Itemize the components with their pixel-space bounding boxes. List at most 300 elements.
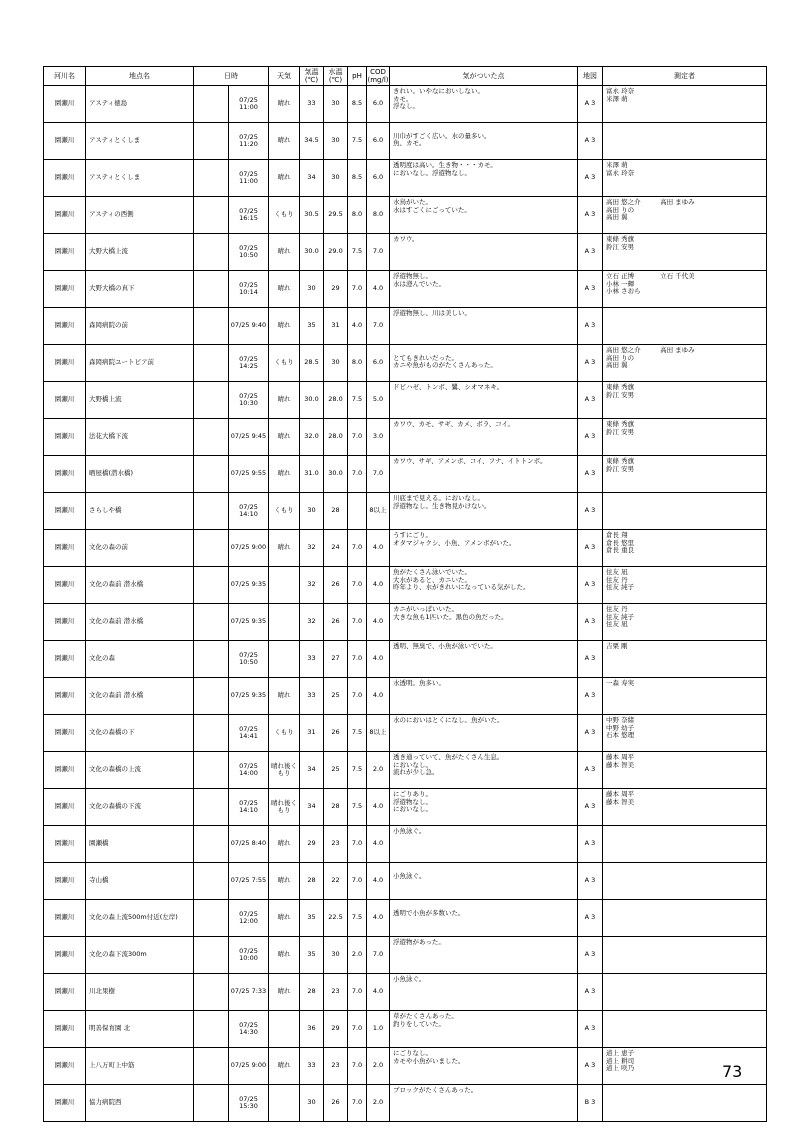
cell-ph: 7.0 — [348, 863, 367, 900]
cell-map: A 3 — [578, 752, 603, 789]
cell-datetime: 07/25 12:00 — [229, 900, 269, 937]
cell-weather — [269, 641, 300, 678]
cell-ph: 7.0 — [348, 604, 367, 641]
cell-location: 森岡病院の前 — [86, 308, 194, 345]
cell-weather: 晴れ後く もり — [269, 752, 300, 789]
cell-air-temp: 33 — [300, 678, 324, 715]
cell-notes: 透明、無臭で、小魚が泳いでいた。 — [390, 641, 578, 678]
cell-notes: ブロックがたくさんあった。 — [390, 1085, 578, 1122]
cell-datetime: 07/25 16:15 — [229, 197, 269, 234]
cell-datetime: 07/25 10:30 — [229, 382, 269, 419]
cell-river: 園瀬川 — [44, 271, 86, 308]
cell-notes: 川巾がすごく広い。水の量多い。 魚、カモ。 — [390, 123, 578, 160]
cell-river: 園瀬川 — [44, 197, 86, 234]
table-row — [44, 1085, 767, 1122]
cell-weather: くもり — [269, 197, 300, 234]
cell-weather: 晴れ — [269, 937, 300, 974]
cell-spacer — [194, 641, 229, 678]
cell-weather: 晴れ — [269, 160, 300, 197]
cell-datetime: 07/25 11:00 — [229, 160, 269, 197]
cell-cod: 8以上 — [367, 715, 390, 752]
cell-members: 米澤 萌 富永 玲奈 — [603, 160, 767, 197]
cell-members: 一森 寿実 — [603, 678, 767, 715]
cell-datetime: 07/25 9:35 — [229, 567, 269, 604]
cell-location: 寺山橋 — [86, 863, 194, 900]
cell-ph: 7.5 — [348, 752, 367, 789]
cell-river: 園瀬川 — [44, 900, 86, 937]
cell-air-temp: 34 — [300, 789, 324, 826]
cell-notes: きれい。いやなにおいしない。 カモ。 浮なし。 — [390, 86, 578, 123]
cell-river: 園瀬川 — [44, 493, 86, 530]
cell-members: 藤本 周平 藤本 智美 — [603, 789, 767, 826]
cell-notes: 水透明。魚多い。 — [390, 678, 578, 715]
cell-notes: 水鳥がいた。 水はすごくにごっていた。 — [390, 197, 578, 234]
cell-notes: 浮遊物無し、川は美しい。 — [390, 308, 578, 345]
cell-air-temp: 28 — [300, 863, 324, 900]
cell-spacer — [194, 308, 229, 345]
cell-air-temp: 33 — [300, 641, 324, 678]
cell-spacer — [194, 974, 229, 1011]
cell-spacer — [194, 493, 229, 530]
table-row — [44, 493, 767, 530]
cell-cod: 7.0 — [367, 308, 390, 345]
cell-air-temp: 29 — [300, 826, 324, 863]
cell-ph: 4.0 — [348, 308, 367, 345]
table-body — [44, 86, 767, 1122]
cell-river: 園瀬川 — [44, 234, 86, 271]
cell-members: 富永 玲奈 米澤 萌 — [603, 86, 767, 123]
table-row — [44, 86, 767, 123]
cell-ph: 7.0 — [348, 456, 367, 493]
cell-location: アスティとくしま — [86, 123, 194, 160]
table-row — [44, 604, 767, 641]
cell-air-temp: 34.5 — [300, 123, 324, 160]
cell-datetime: 07/25 14:10 — [229, 789, 269, 826]
cell-cod: 4.0 — [367, 863, 390, 900]
header-location: 地点名 — [86, 67, 194, 86]
cell-datetime: 07/25 10:00 — [229, 937, 269, 974]
cell-location: 文化の森前 潜水橋 — [86, 567, 194, 604]
cell-water-temp: 30 — [324, 160, 348, 197]
cell-river: 園瀬川 — [44, 826, 86, 863]
cell-water-temp: 28.0 — [324, 419, 348, 456]
header-notes: 気がついた点 — [390, 67, 578, 86]
cell-ph: 8.5 — [348, 160, 367, 197]
cell-location: 晒屋橋(潜水橋) — [86, 456, 194, 493]
cell-members — [603, 493, 767, 530]
cell-water-temp: 26 — [324, 604, 348, 641]
cell-ph: 7.0 — [348, 641, 367, 678]
cell-spacer — [194, 900, 229, 937]
cell-water-temp: 23 — [324, 974, 348, 1011]
cell-air-temp: 35 — [300, 308, 324, 345]
cell-datetime: 07/25 14:10 — [229, 493, 269, 530]
cell-spacer — [194, 1011, 229, 1048]
cell-weather: 晴れ — [269, 900, 300, 937]
page-number: 73 — [722, 1062, 743, 1081]
cell-datetime: 07/25 10:50 — [229, 234, 269, 271]
cell-air-temp: 30.0 — [300, 234, 324, 271]
cell-air-temp: 32 — [300, 530, 324, 567]
cell-members — [603, 974, 767, 1011]
cell-ph: 7.0 — [348, 974, 367, 1011]
cell-notes: にごりあり。 浮遊物なし。 においなし。 — [390, 789, 578, 826]
cell-spacer — [194, 752, 229, 789]
table-row — [44, 863, 767, 900]
cell-datetime: 07/25 11:20 — [229, 123, 269, 160]
cell-weather: 晴れ後く もり — [269, 789, 300, 826]
cell-members: 東條 秀旗 鈴江 安男 — [603, 419, 767, 456]
cell-weather — [269, 1085, 300, 1122]
cell-cod: 4.0 — [367, 567, 390, 604]
cell-datetime: 07/25 14:25 — [229, 345, 269, 382]
cell-cod: 8以上 — [367, 493, 390, 530]
cell-spacer — [194, 345, 229, 382]
cell-ph: 7.5 — [348, 789, 367, 826]
cell-air-temp: 30.5 — [300, 197, 324, 234]
cell-members: 立石 正博 立石 千代美 小林 一輝 小林 さおら — [603, 271, 767, 308]
cell-ph: 7.0 — [348, 1011, 367, 1048]
cell-river: 園瀬川 — [44, 937, 86, 974]
cell-weather: 晴れ — [269, 863, 300, 900]
cell-map: A 3 — [578, 419, 603, 456]
cell-air-temp: 33 — [300, 86, 324, 123]
cell-notes: 透き通っていて、魚がたくさん生息。 においなし。 流れが少し急。 — [390, 752, 578, 789]
table-row — [44, 1011, 767, 1048]
cell-cod: 6.0 — [367, 345, 390, 382]
cell-river: 園瀬川 — [44, 308, 86, 345]
cell-ph: 7.5 — [348, 715, 367, 752]
cell-cod: 7.0 — [367, 234, 390, 271]
cell-air-temp: 30 — [300, 493, 324, 530]
cell-river: 園瀬川 — [44, 715, 86, 752]
cell-water-temp: 25 — [324, 752, 348, 789]
cell-members: 住友 丹 住友 純子 住友 凪 — [603, 604, 767, 641]
table-row — [44, 123, 767, 160]
cell-water-temp: 26 — [324, 1085, 348, 1122]
cell-members — [603, 123, 767, 160]
table-row — [44, 197, 767, 234]
header-ph: pH — [348, 67, 367, 86]
table-row — [44, 789, 767, 826]
cell-river: 園瀬川 — [44, 530, 86, 567]
cell-air-temp: 28.5 — [300, 345, 324, 382]
cell-river: 園瀬川 — [44, 160, 86, 197]
table-row — [44, 900, 767, 937]
cell-spacer — [194, 863, 229, 900]
cell-river: 園瀬川 — [44, 123, 86, 160]
cell-location: 明善保育園 北 — [86, 1011, 194, 1048]
cell-air-temp: 36 — [300, 1011, 324, 1048]
cell-datetime: 07/25 14:41 — [229, 715, 269, 752]
cell-water-temp: 23 — [324, 1048, 348, 1085]
cell-notes: 川底まで見える。においなし。 浮遊物なし。生き物見かけない。 — [390, 493, 578, 530]
cell-air-temp: 28 — [300, 974, 324, 1011]
cell-cod: 1.0 — [367, 1011, 390, 1048]
cell-spacer — [194, 271, 229, 308]
cell-weather: くもり — [269, 345, 300, 382]
cell-location: 大野大橋上流 — [86, 234, 194, 271]
cell-notes: 透明で小魚が多数いた。 — [390, 900, 578, 937]
cell-ph: 8.0 — [348, 345, 367, 382]
cell-spacer — [194, 234, 229, 271]
cell-members — [603, 826, 767, 863]
header-members: 測定者 — [603, 67, 767, 86]
cell-ph: 7.0 — [348, 530, 367, 567]
cell-air-temp: 31.0 — [300, 456, 324, 493]
cell-datetime: 07/25 15:30 — [229, 1085, 269, 1122]
cell-cod: 7.0 — [367, 456, 390, 493]
cell-weather: 晴れ — [269, 308, 300, 345]
cell-cod: 2.0 — [367, 1085, 390, 1122]
cell-map: A 3 — [578, 493, 603, 530]
cell-ph: 7.0 — [348, 826, 367, 863]
cell-air-temp: 31 — [300, 715, 324, 752]
cell-ph: 8.0 — [348, 197, 367, 234]
cell-map: A 3 — [578, 308, 603, 345]
cell-map: A 3 — [578, 715, 603, 752]
cell-datetime: 07/25 14:00 — [229, 752, 269, 789]
table-row — [44, 715, 767, 752]
cell-members — [603, 863, 767, 900]
cell-ph: 7.5 — [348, 900, 367, 937]
cell-members: 東條 秀旗 鈴江 安男 — [603, 456, 767, 493]
cell-cod: 2.0 — [367, 1048, 390, 1085]
cell-members: 中野 奈緒 中野 幼子 石本 悠理 — [603, 715, 767, 752]
cell-datetime: 07/25 11:00 — [229, 86, 269, 123]
cell-weather: 晴れ — [269, 456, 300, 493]
table-row — [44, 456, 767, 493]
cell-cod: 3.0 — [367, 419, 390, 456]
cell-notes: カワウ。 — [390, 234, 578, 271]
cell-weather: 晴れ — [269, 234, 300, 271]
cell-weather: 晴れ — [269, 1048, 300, 1085]
cell-notes: とてもきれいだった。 カニや魚がものがたくさんあった。 — [390, 345, 578, 382]
cell-members: 東條 秀旗 鈴江 安男 — [603, 234, 767, 271]
cell-water-temp: 27 — [324, 641, 348, 678]
cell-notes: ドビハゼ、トンボ、鷺、シオマネキ。 — [390, 382, 578, 419]
cell-ph: 8.5 — [348, 86, 367, 123]
cell-location: 園瀬橋 — [86, 826, 194, 863]
cell-location: 文化の森橋の下流 — [86, 789, 194, 826]
cell-spacer — [194, 567, 229, 604]
cell-river: 園瀬川 — [44, 1048, 86, 1085]
cell-map: A 3 — [578, 123, 603, 160]
cell-spacer — [194, 530, 229, 567]
cell-cod: 4.0 — [367, 530, 390, 567]
cell-notes: 小魚泳ぐ。 — [390, 974, 578, 1011]
cell-spacer — [194, 604, 229, 641]
cell-river: 園瀬川 — [44, 456, 86, 493]
table-row — [44, 752, 767, 789]
cell-members — [603, 900, 767, 937]
cell-cod: 7.0 — [367, 937, 390, 974]
cell-location: アスティの西側 — [86, 197, 194, 234]
cell-map: A 3 — [578, 382, 603, 419]
cell-notes: カワウ、カモ、サギ、カメ、ボラ、コイ。 — [390, 419, 578, 456]
cell-members: 高田 悠之介 高田 まゆみ 高田 りの 高田 翼 — [603, 197, 767, 234]
cell-members — [603, 308, 767, 345]
cell-location: 大野橋上流 — [86, 382, 194, 419]
cell-cod: 4.0 — [367, 826, 390, 863]
cell-water-temp: 30 — [324, 345, 348, 382]
cell-location: 文化の森橋の上流 — [86, 752, 194, 789]
cell-notes: 水のにおいはとくになし。魚がいた。 — [390, 715, 578, 752]
cell-weather: 晴れ — [269, 123, 300, 160]
cell-location: 上八万町上中筋 — [86, 1048, 194, 1085]
cell-river: 園瀬川 — [44, 604, 86, 641]
cell-spacer — [194, 1048, 229, 1085]
cell-weather — [269, 604, 300, 641]
cell-water-temp: 25 — [324, 678, 348, 715]
cell-members — [603, 1011, 767, 1048]
cell-members — [603, 937, 767, 974]
cell-datetime: 07/25 9:35 — [229, 604, 269, 641]
survey-table — [43, 66, 767, 1122]
cell-cod: 2.0 — [367, 752, 390, 789]
cell-weather: 晴れ — [269, 974, 300, 1011]
cell-ph: 7.5 — [348, 234, 367, 271]
cell-river: 園瀬川 — [44, 345, 86, 382]
cell-air-temp: 34 — [300, 160, 324, 197]
cell-location: 森岡病院ユートピア前 — [86, 345, 194, 382]
cell-map: A 3 — [578, 160, 603, 197]
cell-air-temp: 34 — [300, 752, 324, 789]
cell-datetime: 07/25 9:40 — [229, 308, 269, 345]
table-row — [44, 160, 767, 197]
cell-location: 文化の森 — [86, 641, 194, 678]
table-row — [44, 234, 767, 271]
cell-spacer — [194, 123, 229, 160]
cell-river: 園瀬川 — [44, 641, 86, 678]
cell-notes: にごりなし。 カモや小魚がいました。 — [390, 1048, 578, 1085]
cell-notes: カワウ、サギ、アメンボ、コイ、フナ、イトトンボ。 — [390, 456, 578, 493]
cell-datetime: 07/25 9:45 — [229, 419, 269, 456]
cell-water-temp: 26 — [324, 567, 348, 604]
cell-datetime: 07/25 9:55 — [229, 456, 269, 493]
cell-location: 文化の森前 潜水橋 — [86, 678, 194, 715]
cell-members — [603, 1085, 767, 1122]
cell-location: 文化の森上流500m付近(左岸) — [86, 900, 194, 937]
cell-air-temp: 32 — [300, 567, 324, 604]
cell-map: B 3 — [578, 1085, 603, 1122]
cell-datetime: 07/25 10:50 — [229, 641, 269, 678]
cell-map: A 3 — [578, 863, 603, 900]
cell-weather — [269, 567, 300, 604]
cell-datetime: 07/25 7:55 — [229, 863, 269, 900]
cell-air-temp: 33 — [300, 1048, 324, 1085]
cell-cod: 6.0 — [367, 123, 390, 160]
table-row — [44, 345, 767, 382]
cell-map: A 3 — [578, 456, 603, 493]
cell-spacer — [194, 715, 229, 752]
cell-map: A 3 — [578, 604, 603, 641]
cell-ph: 2.0 — [348, 937, 367, 974]
cell-notes: 浮遊物があった。 — [390, 937, 578, 974]
table-row — [44, 974, 767, 1011]
cell-weather: 晴れ — [269, 678, 300, 715]
cell-members: 住友 凪 住友 丹 住友 純子 — [603, 567, 767, 604]
cell-river: 園瀬川 — [44, 678, 86, 715]
cell-spacer — [194, 86, 229, 123]
cell-weather: 晴れ — [269, 271, 300, 308]
cell-location: 川北果樹 — [86, 974, 194, 1011]
header-datetime: 日時 — [194, 67, 269, 86]
cell-river: 園瀬川 — [44, 1085, 86, 1122]
cell-location: 法花大橋下流 — [86, 419, 194, 456]
cell-water-temp: 31 — [324, 308, 348, 345]
cell-spacer — [194, 382, 229, 419]
table-row — [44, 826, 767, 863]
cell-cod: 5.0 — [367, 382, 390, 419]
cell-air-temp: 35 — [300, 937, 324, 974]
cell-ph: 7.0 — [348, 678, 367, 715]
cell-location: 文化の森前 潜水橋 — [86, 604, 194, 641]
cell-cod: 4.0 — [367, 604, 390, 641]
cell-location: 文化の森橋の下 — [86, 715, 194, 752]
cell-water-temp: 26 — [324, 715, 348, 752]
cell-notes: 草がたくさんあった。 釣りをしていた。 — [390, 1011, 578, 1048]
cell-river: 園瀬川 — [44, 382, 86, 419]
cell-spacer — [194, 197, 229, 234]
cell-air-temp: 30.0 — [300, 382, 324, 419]
cell-cod: 4.0 — [367, 974, 390, 1011]
table-row — [44, 271, 767, 308]
cell-notes: カニがいっぱいいた。 大きな魚も1匹いた。黒色の魚だった。 — [390, 604, 578, 641]
cell-members: 高田 悠之介 高田 まゆみ 高田 りの 高田 翼 — [603, 345, 767, 382]
cell-ph: 7.0 — [348, 1048, 367, 1085]
cell-members: 道上 恵子 道上 耕司 道上 咲乃 — [603, 1048, 767, 1085]
cell-notes: 小魚泳ぐ。 — [390, 863, 578, 900]
cell-cod: 4.0 — [367, 271, 390, 308]
cell-weather: 晴れ — [269, 419, 300, 456]
cell-river: 園瀬川 — [44, 419, 86, 456]
header-water-temp: 水温 (℃) — [324, 67, 348, 86]
cell-air-temp: 30 — [300, 271, 324, 308]
cell-cod: 4.0 — [367, 678, 390, 715]
cell-map: A 3 — [578, 234, 603, 271]
table-row — [44, 641, 767, 678]
table-row — [44, 1048, 767, 1085]
cell-spacer — [194, 937, 229, 974]
cell-weather: くもり — [269, 493, 300, 530]
cell-notes: 透明度は高い。生き物・・・カモ。 においなし。浮遊物なし。 — [390, 160, 578, 197]
cell-location: 協力病院西 — [86, 1085, 194, 1122]
cell-map: A 3 — [578, 345, 603, 382]
cell-ph: 7.5 — [348, 123, 367, 160]
cell-datetime: 07/25 9:00 — [229, 1048, 269, 1085]
cell-weather: 晴れ — [269, 382, 300, 419]
table-row — [44, 530, 767, 567]
cell-notes: 小魚泳ぐ。 — [390, 826, 578, 863]
cell-water-temp: 28.0 — [324, 382, 348, 419]
cell-weather: 晴れ — [269, 86, 300, 123]
cell-cod: 4.0 — [367, 789, 390, 826]
cell-river: 園瀬川 — [44, 86, 86, 123]
cell-water-temp: 30.0 — [324, 456, 348, 493]
cell-map: A 3 — [578, 197, 603, 234]
cell-cod: 6.0 — [367, 86, 390, 123]
cell-map: A 3 — [578, 937, 603, 974]
cell-map: A 3 — [578, 271, 603, 308]
cell-spacer — [194, 826, 229, 863]
cell-map: A 3 — [578, 826, 603, 863]
cell-weather: 晴れ — [269, 826, 300, 863]
table-row — [44, 308, 767, 345]
cell-water-temp: 22.5 — [324, 900, 348, 937]
header-map: 地図 — [578, 67, 603, 86]
cell-ph: 7.0 — [348, 419, 367, 456]
